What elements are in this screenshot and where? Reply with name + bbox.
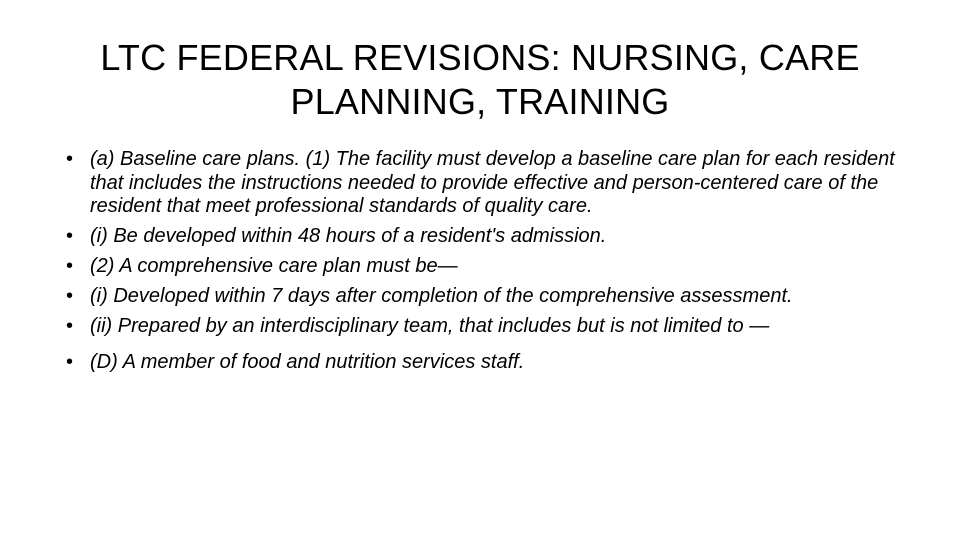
bullet-item xyxy=(66,255,896,279)
bullet-text: (D) A member of food and nutrition services staff. xyxy=(90,350,525,373)
bullet-text: (a) Baseline care plans. (1) The facility must develop a baseline care plan for each resident that includes the instructions needed to provide effective and person-centered care of the resident that meet professional standards of quality care. xyxy=(90,148,895,217)
bullet-dot-icon: • xyxy=(66,255,74,277)
bullet-text: (i) Be developed within 48 hours of a resident's admission. xyxy=(90,225,607,247)
bullet-dot-icon: • xyxy=(66,225,74,247)
bullet-dot-icon: • xyxy=(66,285,74,307)
bullet-item xyxy=(66,148,896,219)
bullet-item xyxy=(66,285,896,309)
bullet-text: (2) A comprehensive care plan must be— xyxy=(90,255,458,277)
bullet-item xyxy=(66,225,896,249)
bullet-dot-icon: • xyxy=(66,315,74,337)
bullet-dot-icon: • xyxy=(66,350,74,373)
bullet-text: (ii) Prepared by an interdisciplinary team, that includes but is not limited to — xyxy=(90,315,770,337)
bullet-dot-icon: • xyxy=(66,148,74,170)
slide-title: LTC FEDERAL REVISIONS: NURSING, CARE PLANNING, TRAINING xyxy=(100,37,860,122)
bullet-list xyxy=(66,148,896,381)
bullet-item xyxy=(66,351,896,375)
bullet-text: (i) Developed within 7 days after completion of the comprehensive assessment. xyxy=(90,285,793,307)
bullet-item xyxy=(66,315,896,339)
